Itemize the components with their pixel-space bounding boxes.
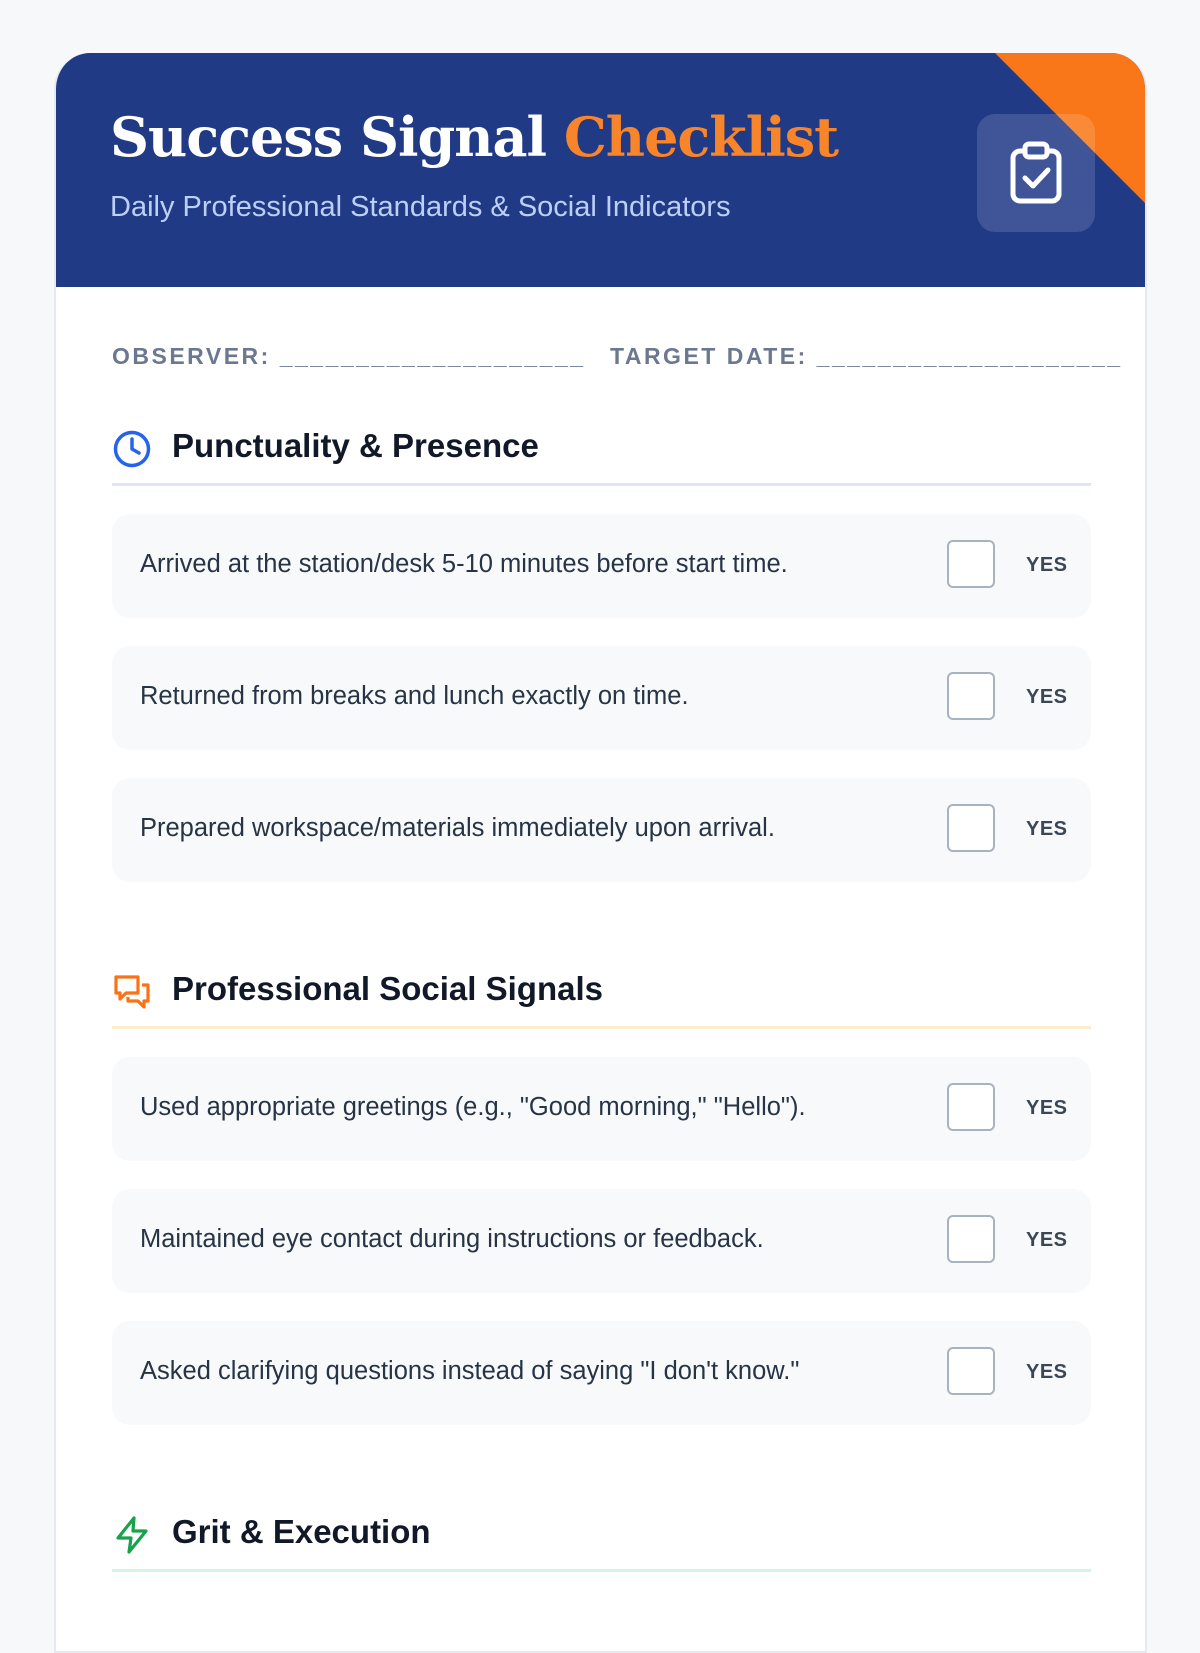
item-text: Asked clarifying questions instead of saying "I don't know." (140, 1357, 800, 1385)
section-header (112, 1505, 1091, 1572)
checklist-item (112, 646, 1091, 750)
header (56, 53, 1145, 287)
clipboard-badge (977, 114, 1095, 232)
yes-label: YES (1026, 1361, 1068, 1383)
lightning-icon (112, 1515, 152, 1555)
section-grit-execution (112, 1505, 1091, 1572)
yes-label: YES (1026, 1097, 1068, 1119)
observer-field[interactable]: OBSERVER: ____________________ (112, 343, 586, 369)
checklist-item (112, 1057, 1091, 1161)
section-social-signals (112, 962, 1091, 1425)
yes-checkbox[interactable] (947, 540, 995, 588)
item-text: Returned from breaks and lunch exactly on time. (140, 682, 689, 710)
title-main: Success Signal (110, 105, 547, 169)
section-header (112, 962, 1091, 1029)
section-title: Punctuality & Presence (172, 427, 539, 464)
yes-label: YES (1026, 1229, 1068, 1251)
section-header (112, 419, 1091, 486)
clock-icon (112, 429, 152, 469)
meta-row (112, 343, 1123, 373)
target-date-field[interactable]: TARGET DATE: ____________________ (610, 343, 1123, 369)
yes-label: YES (1026, 686, 1068, 708)
yes-checkbox[interactable] (947, 1083, 995, 1131)
checklist-item (112, 1189, 1091, 1293)
checklist-card (54, 53, 1147, 1653)
item-text: Arrived at the station/desk 5-10 minutes before start time. (140, 550, 788, 578)
yes-checkbox[interactable] (947, 1215, 995, 1263)
item-text: Used appropriate greetings (e.g., "Good morning," "Hello"). (140, 1093, 806, 1121)
page-title (110, 105, 838, 169)
yes-label: YES (1026, 554, 1068, 576)
chat-bubbles-icon (112, 972, 152, 1012)
yes-checkbox[interactable] (947, 672, 995, 720)
checklist-item (112, 1321, 1091, 1425)
section-punctuality (112, 419, 1091, 882)
clipboard-check-icon (1007, 141, 1065, 205)
yes-checkbox[interactable] (947, 804, 995, 852)
checklist-item (112, 778, 1091, 882)
page-subtitle: Daily Professional Standards & Social Indicators (110, 191, 731, 223)
yes-label: YES (1026, 818, 1068, 840)
item-text: Maintained eye contact during instructions or feedback. (140, 1225, 764, 1253)
section-title: Grit & Execution (172, 1513, 431, 1550)
title-accent: Checklist (563, 105, 839, 169)
item-text: Prepared workspace/materials immediately upon arrival. (140, 814, 775, 842)
yes-checkbox[interactable] (947, 1347, 995, 1395)
checklist-item (112, 514, 1091, 618)
section-title: Professional Social Signals (172, 970, 603, 1007)
